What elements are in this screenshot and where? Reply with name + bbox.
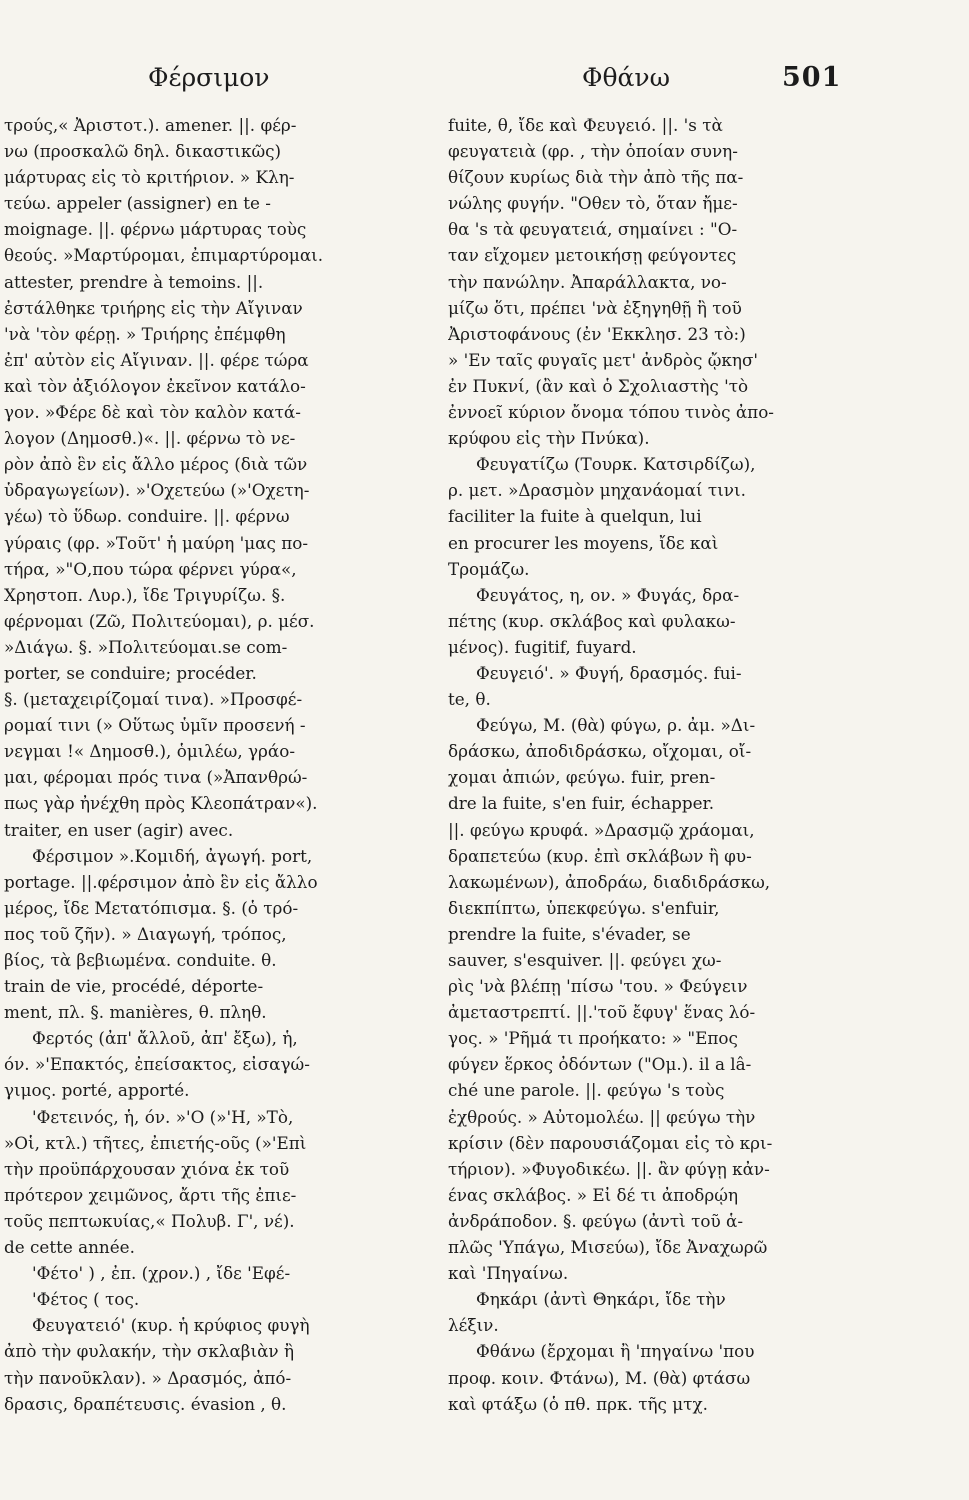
left-column [4,112,416,1417]
text-line: φευγατειὰ (φρ. , τὴν ὁποίαν συνη- [448,141,738,162]
text-line: ἐν Πυκνί, (ἂν καὶ ὁ Σχολιαστὴς 'τὸ [448,375,749,396]
text-line: ἐπ' αὐτὸν εἰς Αἴγιναν. ||. φέρε τώρα [4,349,309,370]
text-line: Φευγειό'. » Φυγή, δρασμός. fui- [476,662,742,683]
text-line: λακωμένων), ἀποδράω, διαδιδράσκω, [448,871,771,892]
text-line: νώλης φυγήν. "Οθεν τὸ, ὅταν ἤμε- [448,193,738,214]
right-column [448,112,860,1417]
text-line: ἀνδράποδον. §. φεύγω (ἀντὶ τοῦ ἁ- [448,1210,743,1231]
text-line: βίος, τὰ βεβιωμένα. conduite. θ. [4,950,277,970]
text-line: γον. »Φέρε δὲ καὶ τὸν καλὸν κατά- [4,402,301,423]
text-line: γος. » 'Ρῆμά τι προήκατο: » "Επος [448,1028,738,1049]
text-line: δράσκω, ἀποδιδράσκω, οἴχομαι, οἴ- [448,741,752,762]
text-line: de cette année. [4,1237,135,1258]
text-line: φύγεν ἕρκος ὀδόντων ("Ομ.). il a lâ- [448,1054,752,1075]
text-line: moignage. ||. φέρνω μάρτυρας τοὺς [4,219,307,240]
text-line: Τρομάζω. [448,558,530,579]
text-line: 'Φετεινός, ἡ, όν. »'Ο (»'Η, »Τὸ, [32,1106,294,1127]
text-line: ρ. μετ. »Δρασμὸν μηχανάομαί τινι. [448,480,746,501]
text-line: ἀπὸ τὴν φυλακήν, τὴν σκλαβιὰν ἢ [4,1341,294,1362]
text-line: γέω) τὸ ὕδωρ. conduire. ||. φέρνω [4,506,290,527]
text-line: κρίσιν (δὲν παρουσιάζομαι εἰς τὸ κρι- [448,1132,773,1153]
text-line: Φευγάτος, η, ον. » Φυγάς, δρα- [476,584,740,605]
text-line: dre la fuite, s'en fuir, échapper. [448,793,715,814]
text-line: μίζω ὅτι, πρέπει 'νὰ ἐξηγηθῇ ἢ τοῦ [448,297,742,318]
text-line: πως γὰρ ἠνέχθη πρὸς Κλεοπάτραν«). [4,793,318,814]
text-line: ρομαί τινι (» Οὕτως ὑμῖν προσενή - [4,715,306,736]
text-line: όν. »'Επακτός, ἐπείσακτος, εἰσαγώ- [4,1054,310,1075]
text-line: »Οἱ, κτλ.) τῆτες, ἐπιετής-οῦς (»'Επὶ [4,1132,307,1153]
text-line: μαι, φέρομαι πρός τινα (»Ἀπανθρώ- [4,767,308,788]
text-line: τοῦς πεπτωκυίας,« Πολυβ. Γ', νέ). [4,1210,295,1231]
text-line: δραπετεύω (κυρ. ἐπὶ σκλάβων ἢ φυ- [448,845,752,866]
text-line: καὶ φτάξω (ὁ πθ. πρκ. τῆς μτχ. [448,1393,708,1414]
text-line: 'Φέτος ( τος. [32,1289,140,1310]
text-line: θα 's τὰ φευγατειά, σημαίνει : "Ο- [448,219,738,240]
text-line: διεκπίπτω, ὑπεκφεύγω. s'enfuir, [448,897,720,918]
text-line: τὴν πανώλην. Ἀπαράλλακτα, νο- [448,271,727,292]
text-line: πλῶς 'Υπάγω, Μισεύω), ἴδε Ἀναχωρῶ [448,1237,768,1258]
text-line: ἐχθρούς. » Αὐτομολέω. || φεύγω τὴν [448,1106,756,1127]
text-line: κρύφου εἰς τὴν Πνύκα). [448,428,650,449]
text-line: ché une parole. ||. φεύγω 's τοὺς [448,1080,725,1101]
text-line: train de vie, procédé, déporte- [4,976,264,997]
text-line: Φευγατίζω (Τουρκ. Κατσιρδίζω), [476,454,756,475]
text-line: ρὶς 'νὰ βλέπῃ 'πίσω 'του. » Φεύγειν [448,976,748,997]
text-line: en procurer les moyens, ἴδε καὶ [448,532,719,553]
text-line: »Διάγω. §. »Πολιτεύομαι.se com- [4,636,288,657]
running-head-left: Φέρσιμον [148,63,270,92]
text-line: Ἀριστοφάνους (ἐν 'Εκκλησ. 23 τὸ:) [448,323,746,344]
text-line: Χρηστοπ. Λυρ.), ἴδε Τριγυρίζω. §. [4,584,286,605]
text-line: μάρτυρας εἰς τὸ κριτήριον. » Κλη- [4,167,295,188]
text-line: μένος). fugitif, fuyard. [448,636,637,657]
text-line: ένας σκλάβος. » Εἰ δέ τι ἀποδρῴη [448,1184,739,1205]
text-line: λογον (Δημοσθ.)«. ||. φέρνω τὸ νε- [4,428,296,449]
text-line: νω (προσκαλῶ δηλ. δικαστικῶς) [4,141,282,162]
text-line: ἐστάλθηκε τριήρης εἰς τὴν Αἴγιναν [4,297,303,318]
text-line: καὶ 'Πηγαίνω. [448,1263,569,1284]
text-line: Φεύγω, Μ. (θὰ) φύγω, ρ. ἀμ. »Δι- [476,715,756,736]
text-line: νεγμαι !« Δημοσθ.), ὁμιλέω, γράο- [4,741,295,762]
text-line: ment, πλ. §. manières, θ. πληθ. [4,1002,267,1023]
text-line: » 'Εν ταῖς φυγαῖς μετ' ἀνδρὸς ᾤκησ' [448,349,759,370]
text-line: te, θ. [448,689,491,710]
text-line: τὴν προϋπάρχουσαν χιόνα ἐκ τοῦ [4,1158,290,1179]
text-line: traiter, en user (agir) avec. [4,819,234,840]
text-line: τρούς,« Ἀριστοτ.). amener. ||. φέρ- [4,115,297,135]
text-line: Φευγατειό' (κυρ. ἡ κρύφιος φυγὴ [32,1315,310,1336]
text-line: πρότερον χειμῶνος, ἄρτι τῆς ἐπιε- [4,1184,297,1205]
text-line: γιμος. porté, apporté. [4,1080,190,1101]
text-line: γύραις (φρ. »Τοῦτ' ἡ μαύρη 'μας πο- [4,532,309,553]
text-line: πος τοῦ ζῆν). » Διαγωγή, τρόπος, [4,923,287,944]
text-line: §. (μεταχειρίζομαί τινα). »Προσφέ- [4,689,303,710]
text-line: τήριον). »Φυγοδικέω. ||. ἂν φύγῃ κἀν- [448,1158,770,1179]
running-head-center: Φθάνω [582,63,671,92]
text-line: sauver, s'esquiver. ||. φεύγει χω- [448,950,722,970]
text-line: ἀμεταστρεπτί. ||.'τοῦ ἔφυγ' ἕνας λό- [448,1002,756,1023]
text-line: ταν εἴχομεν μετοικήσῃ φεύγοντες [448,245,737,266]
text-line: λέξιν. [448,1315,499,1336]
text-line: μέρος, ἴδε Μετατόπισμα. §. (ὁ τρό- [4,897,299,918]
text-line: καὶ τὸν ἀξιόλογον ἐκεῖνον κατάλο- [4,375,306,396]
text-line: φέρνομαι (Ζῶ, Πολιτεύομαι), ρ. μέσ. [4,610,315,631]
text-line: Φθάνω (ἔρχομαι ἢ 'πηγαίνω 'που [476,1341,755,1362]
text-line: fuite, θ, ἴδε καὶ Φευγειό. ||. 's τὰ [448,115,723,135]
text-line: faciliter la fuite à quelqun, lui [448,506,702,527]
text-line: πέτης (κυρ. σκλάβος καὶ φυλακω- [448,610,736,631]
text-line: Φέρσιμον ».Κομιδή, ἀγωγή. port, [32,845,313,866]
text-line: χομαι ἀπιών, φεύγω. fuir, pren- [448,767,716,788]
text-line: 'νὰ 'τὸν φέρῃ. » Τριήρης ἐπέμφθη [4,323,286,344]
text-line: θεούς. »Μαρτύρομαι, ἐπιμαρτύρομαι. [4,245,324,266]
text-line: portage. ||.φέρσιμον ἀπὸ ἓν εἰς ἄλλο [4,871,318,892]
text-line: προφ. κοιν. Φτάνω), Μ. (θὰ) φτάσω [448,1367,751,1388]
text-line: Φηκάρι (ἀντὶ Θηκάρι, ἴδε τὴν [476,1289,726,1310]
text-line: porter, se conduire; procéder. [4,662,257,683]
text-line: ρὸν ἀπὸ ἓν εἰς ἄλλο μέρος (διὰ τῶν [4,454,308,475]
text-line: ὑδραγωγείων). »'Οχετεύω (»'Οχετη- [4,480,310,501]
text-line: τήρα, »"Ο,που τώρα φέρνει γύρα«, [4,558,297,579]
text-line: θίζουν κυρίως διὰ τὴν ἀπὸ τῆς πα- [448,167,744,188]
page-number: 501 [782,62,842,93]
text-line: attester, prendre à temoins. ||. [4,271,264,292]
text-line: τεύω. appeler (assigner) en te - [4,193,271,214]
text-line: 'Φέτο' ) , ἐπ. (χρον.) , ἴδε 'Εφέ- [32,1263,291,1284]
text-line: δρασις, δραπέτευσις. évasion , θ. [4,1393,287,1414]
text-line: ἐννοεῖ κύριον ὄνομα τόπου τινὸς ἀπο- [448,402,774,423]
text-line: prendre la fuite, s'évader, se [448,923,691,944]
text-line: τὴν πανοῦκλαν). » Δρασμός, ἀπό- [4,1367,292,1388]
text-line: Φερτός (ἀπ' ἄλλοῦ, ἀπ' ἔξω), ἡ, [32,1028,298,1049]
text-line: ||. φεύγω κρυφά. »Δρασμῷ χράομαι, [448,819,755,840]
